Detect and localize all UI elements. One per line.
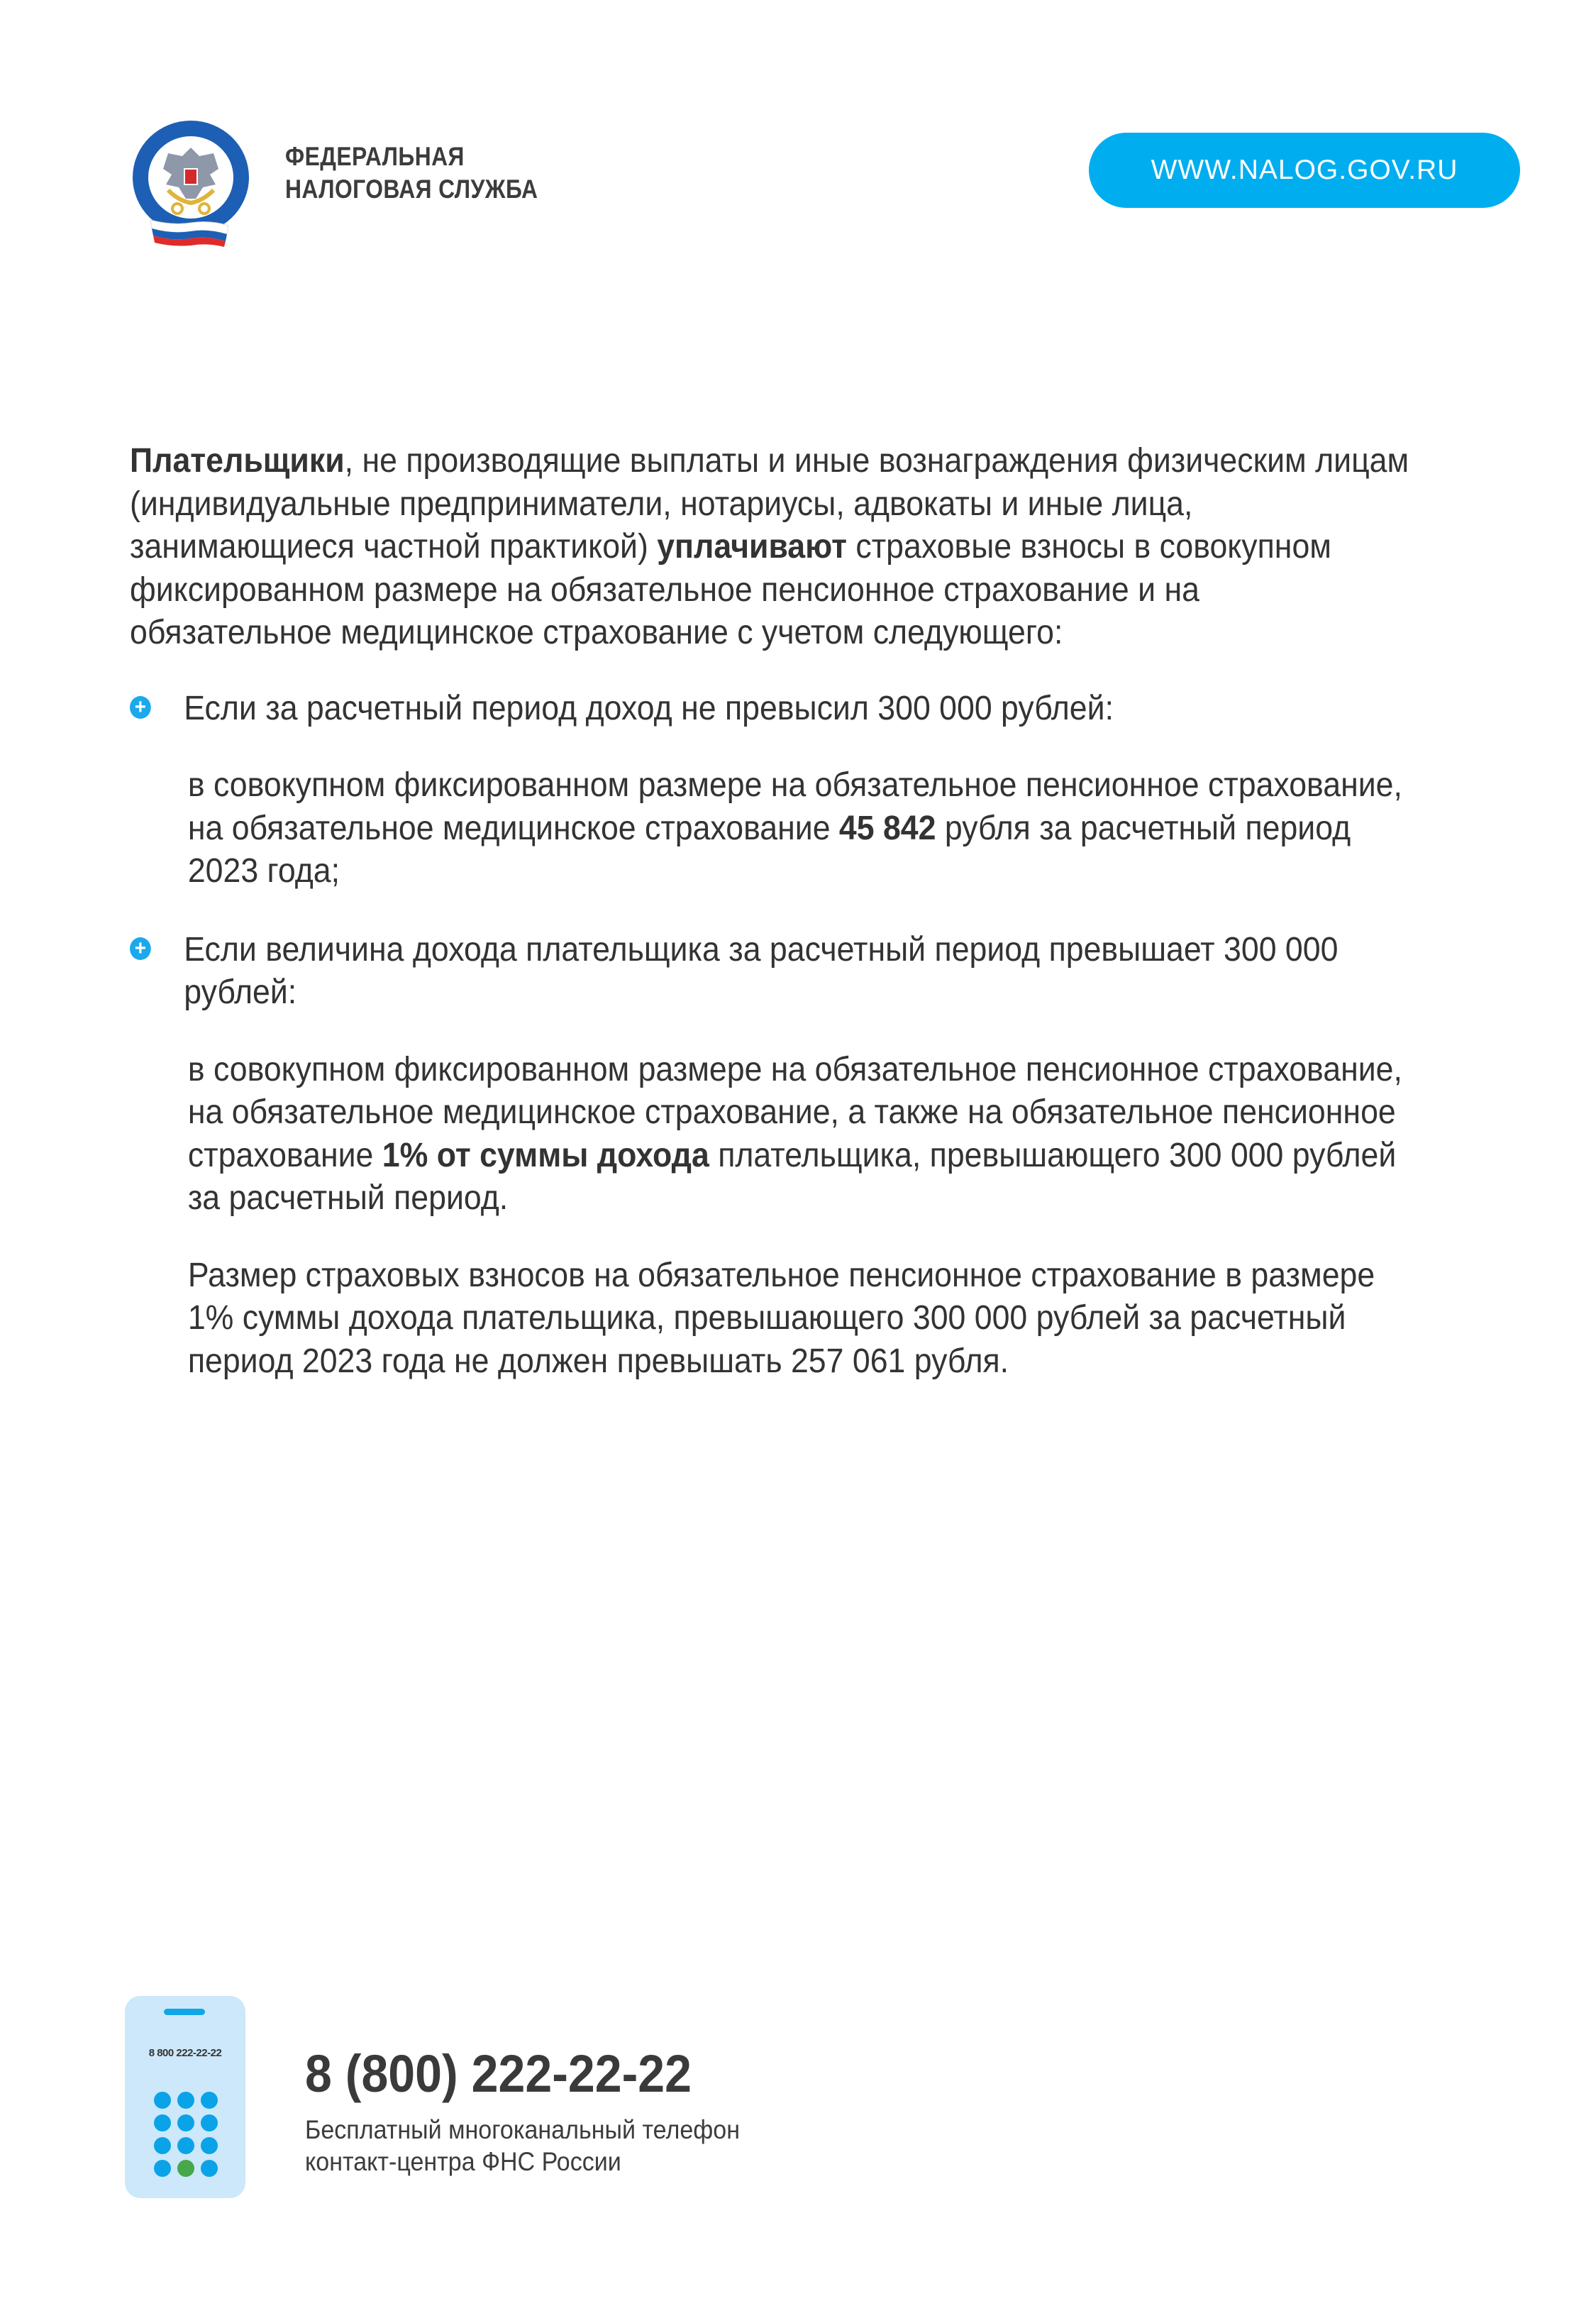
website-link-button[interactable]: WWW.NALOG.GOV.RU [1089, 133, 1520, 208]
org-name-line2: НАЛОГОВАЯ СЛУЖБА [285, 175, 538, 204]
intro-paragraph [130, 440, 1409, 655]
intro-verb-bold: уплачивают [657, 528, 848, 566]
intro-lead-bold: Плательщики [130, 442, 345, 480]
keypad-dot [201, 2160, 218, 2177]
keypad-dot [154, 2160, 171, 2177]
keypad-dot [201, 2137, 218, 2154]
phone-screen-number: 8 800 222-22-22 [148, 2047, 222, 2059]
org-name-line1: ФЕДЕРАЛЬНАЯ [285, 142, 465, 171]
detail-text-post: плательщика, превышающего 300 000 рублей за расчетный период. [187, 1136, 1397, 1217]
phone-speaker-icon [164, 2009, 205, 2015]
hotline-description [305, 2114, 740, 2178]
condition-detail [130, 764, 1409, 893]
condition-heading: Если за расчетный период доход не превысил 300 000 рублей: [184, 689, 1114, 727]
keypad-icon [154, 2092, 218, 2177]
detail-text-post: рубля за расчетный период 2023 года; [187, 809, 1351, 890]
detail-text-pre: в совокупном фиксированном размере на обязательное пенсионное страхование, на обязательное медицинское страхование, а также на обязательное пенсионное страхование [187, 1050, 1402, 1174]
keypad-dot [154, 2137, 171, 2154]
keypad-dot [177, 2137, 194, 2154]
keypad-dot [177, 2092, 194, 2109]
plus-circle-icon: + [130, 937, 151, 960]
detail-rate-bold: 1% от суммы дохода [382, 1136, 709, 1174]
condition-item-1 [130, 688, 1409, 731]
main-content [130, 440, 1409, 1383]
org-name [285, 140, 538, 206]
hotline-phone-link[interactable]: 8 (800) 222-22-22 [305, 2044, 692, 2103]
fns-emblem-icon [129, 119, 253, 247]
condition-heading: Если величина дохода плательщика за расчетный период превышает 300 000 рублей: [184, 930, 1339, 1011]
detail-text-pre: в совокупном фиксированном размере на обязательное пенсионное страхование, на обязательное медицинское страхование [187, 766, 1402, 847]
keypad-dot [201, 2092, 218, 2109]
detail-amount-bold: 45 842 [838, 809, 936, 847]
fns-emblem-logo [129, 119, 253, 247]
condition-note: Размер страховых взносов на обязательное пенсионное страхование в размере 1% суммы дохода плательщика, превышающего 300 000 рублей за расчетный период 2023 года не должен превышать 257 061 рубля. [187, 1256, 1375, 1380]
keypad-dot [201, 2114, 218, 2131]
hotline-desc-line1: Бесплатный многоканальный телефон [305, 2115, 741, 2144]
phone-illustration [125, 1996, 245, 2198]
condition-item-2 [130, 929, 1409, 1015]
intro-text-1: , не производящие выплаты и иные вознаграждения физическим лицам (индивидуальные предприниматели, нотариусы, адвокаты и иные лица, занимающиеся частной практикой) [130, 442, 1409, 566]
keypad-dot [154, 2092, 171, 2109]
keypad-dot [177, 2114, 194, 2131]
keypad-call-dot [177, 2160, 194, 2177]
condition-detail [130, 1049, 1409, 1220]
intro-text-2: страховые взносы в совокупном фиксированном размере на обязательное пенсионное страхование и на обязательное медицинское страхование с учетом следующего: [130, 528, 1331, 651]
keypad-dot [154, 2114, 171, 2131]
hotline-desc-line2: контакт-центра ФНС России [305, 2147, 621, 2176]
plus-circle-icon: + [130, 696, 151, 719]
